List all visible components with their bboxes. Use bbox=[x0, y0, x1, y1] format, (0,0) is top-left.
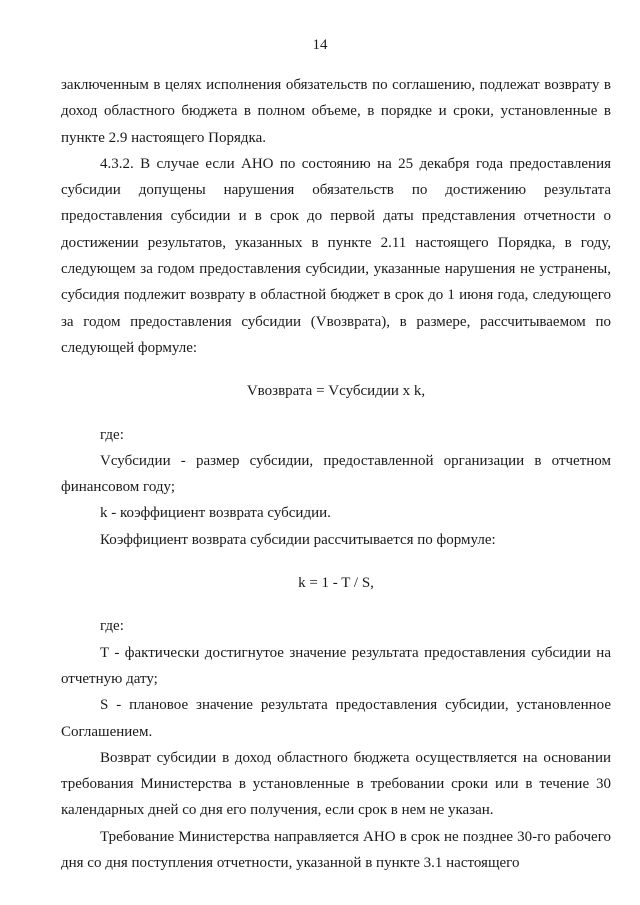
document-body bbox=[61, 72, 611, 876]
paragraph-requirement-sent: Требование Министерства направляется АНО в срок не позднее 30-го рабочего дня со дня поступления отчетности, указанной в пункте 3.1 настоящего bbox=[61, 828, 611, 872]
where-label: где: bbox=[100, 426, 124, 443]
formula-return-amount: Vвозврата = Vсубсидии x k, bbox=[246, 383, 426, 400]
definition-coefficient: k - коэффициент возврата субсидии. bbox=[100, 505, 331, 522]
definition-subsidy-amount: Vсубсидии - размер субсидии, предоставленной организации в отчетном финансовом году; bbox=[61, 452, 611, 496]
paragraph-4-3-2: 4.3.2. В случае если АНО по состоянию на 25 декабря года предоставления субсидии допущены нарушения обязательств по достижению результата предоставления субсидии и в срок до первой даты представления отчетности о достижении результатов, указанных в пункте 2.11 настоящего Порядка, в году, следующем за годом предоставления субсидии, указанные нарушения не устранены, субсидия подлежит возврату в областной бюджет в срок до 1 июня года, следующего за годом предоставления субсидии (Vвозврата), в размере, рассчитываемом по следующей формуле: bbox=[61, 155, 611, 356]
paragraph-return-procedure: Возврат субсидии в доход областного бюджета осуществляется на основании требования Министерства в установленные в требовании сроки или в течение 30 календарных дней со дня его получения, если срок в нем не указан. bbox=[61, 749, 611, 819]
formula-coefficient: k = 1 - T / S, bbox=[298, 575, 374, 592]
definition-planned-value: S - плановое значение результата предоставления субсидии, установленное Соглашением. bbox=[61, 697, 611, 740]
coefficient-formula-intro: Коэффициент возврата субсидии рассчитывается по формуле: bbox=[100, 531, 496, 548]
page-number: 14 bbox=[312, 37, 328, 53]
definition-actual-value: T - фактически достигнутое значение результата предоставления субсидии на отчетную дату; bbox=[61, 644, 611, 687]
paragraph-continuation: заключенным в целях исполнения обязательств по соглашению, подлежат возврату в доход областного бюджета в полном объеме, в порядке и сроки, установленные в пункте 2.9 настоящего Порядка. bbox=[61, 77, 611, 146]
where-label-2: где: bbox=[100, 618, 124, 635]
